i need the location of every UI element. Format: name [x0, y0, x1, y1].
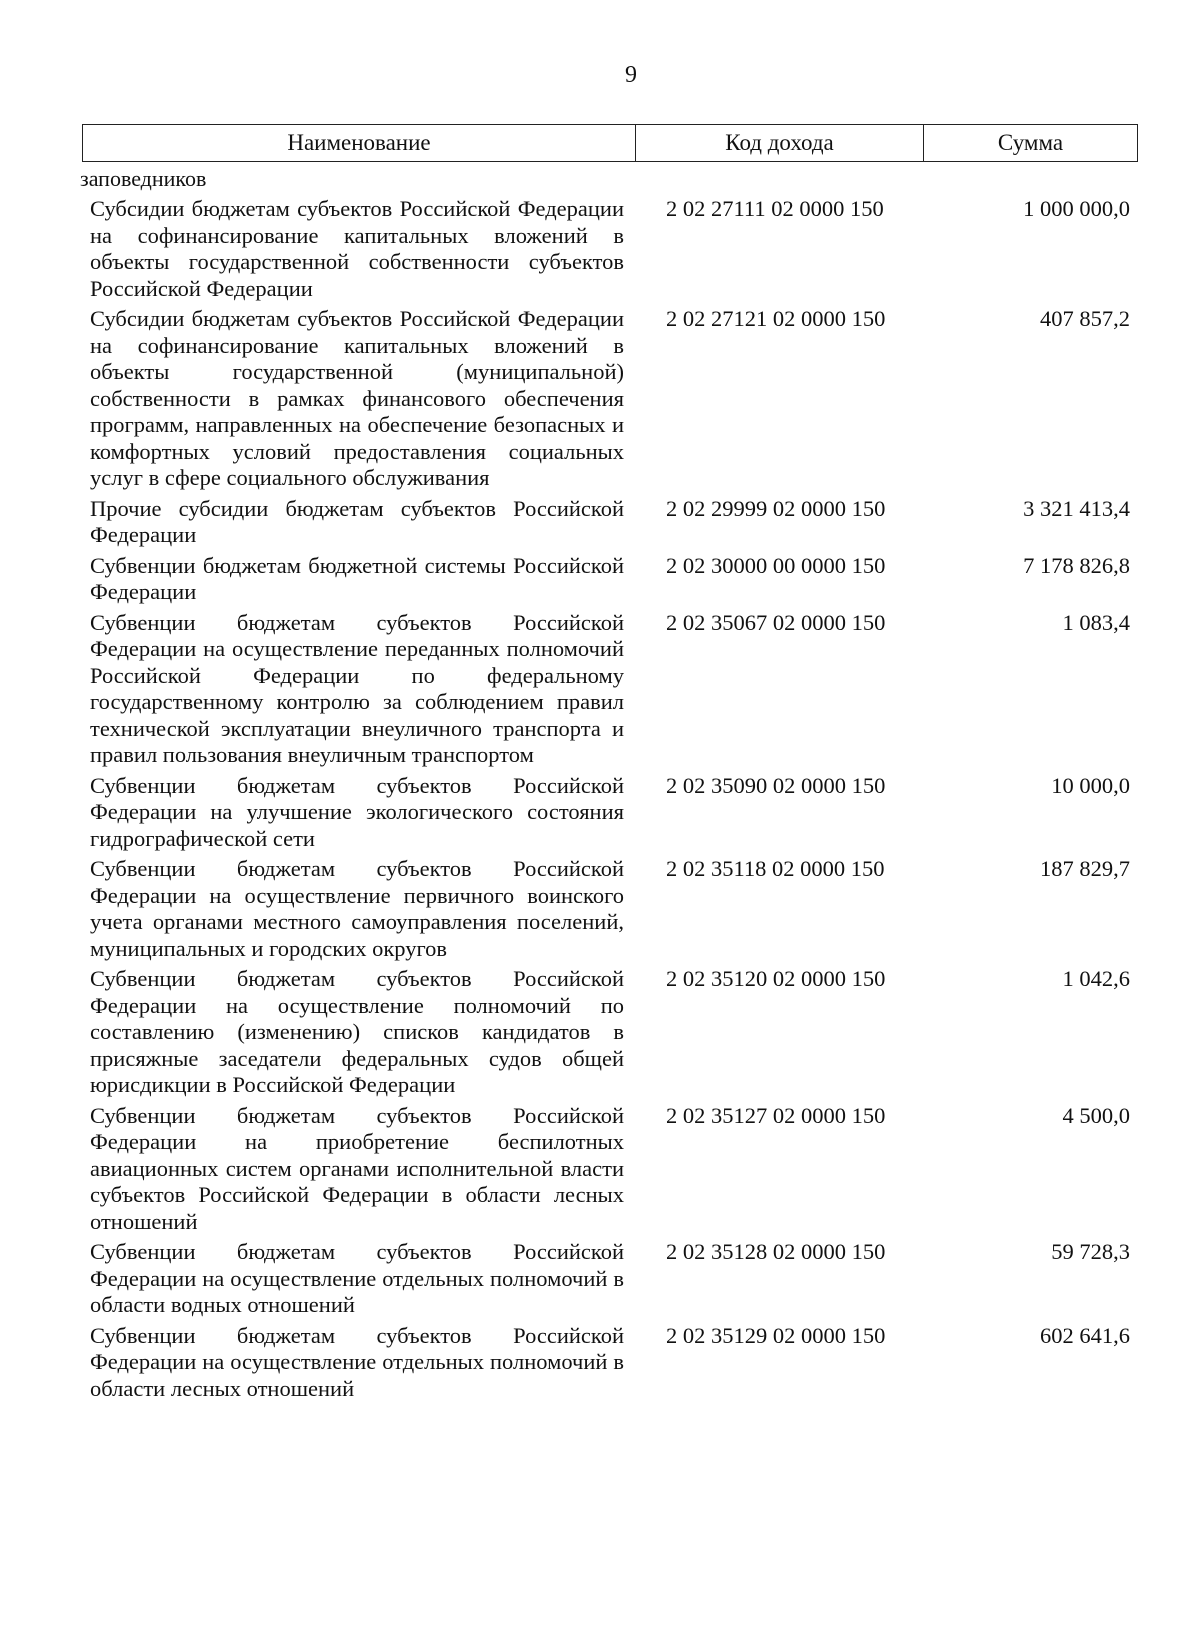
- row-code: 2 02 35128 02 0000 150: [666, 1239, 886, 1264]
- table-row: [90, 306, 1138, 492]
- table-row: [90, 856, 1138, 962]
- row-sum: 602 641,6: [1040, 1322, 1130, 1348]
- row-name: Субвенции бюджетам бюджетной системы Российской Федерации: [90, 552, 624, 604]
- table-row: [90, 1239, 1138, 1319]
- row-name: Субсидии бюджетам субъектов Российской Федерации на софинансирование капитальных вложений в объекты государственной (муниципальной) собственности в рамках финансового обеспечения программ, направленных на обеспечение безопасных и комфортных условий предоставления социальных услуг в сфере социального обслуживания: [90, 306, 624, 490]
- row-name: Субвенции бюджетам субъектов Российской Федерации на осуществление переданных полномочий Российской Федерации по федеральному государственному контролю за соблюдением правил технической эксплуатации внеуличного транспорта и правил пользования внеуличным транспортом: [90, 609, 624, 767]
- row-name: Прочие субсидии бюджетам субъектов Российской Федерации: [90, 495, 624, 547]
- row-code: 2 02 35067 02 0000 150: [666, 609, 886, 635]
- row-name: Субвенции бюджетам субъектов Российской Федерации на осуществление отдельных полномочий в области лесных отношений: [90, 1322, 624, 1401]
- table-row: [90, 966, 1138, 1099]
- table-row: [90, 196, 1138, 302]
- row-name: Субвенции бюджетам субъектов Российской Федерации на осуществление отдельных полномочий в области водных отношений: [90, 1239, 624, 1317]
- row-code: 2 02 35127 02 0000 150: [666, 1102, 886, 1128]
- row-sum: 1 083,4: [1062, 609, 1130, 635]
- row-sum: 1 042,6: [1062, 966, 1130, 991]
- row-code: 2 02 35129 02 0000 150: [666, 1322, 886, 1348]
- row-sum: 59 728,3: [1051, 1239, 1130, 1264]
- row-name: Субвенции бюджетам субъектов Российской Федерации на улучшение экологического состояния гидрографической сети: [90, 772, 624, 851]
- row-code: 2 02 35090 02 0000 150: [666, 772, 886, 798]
- row-code: 2 02 27121 02 0000 150: [666, 306, 886, 331]
- header-code: Код дохода: [636, 125, 924, 161]
- row-sum: 1 000 000,0: [1023, 196, 1130, 221]
- row-sum: 10 000,0: [1051, 772, 1130, 798]
- row-name: Субвенции бюджетам субъектов Российской Федерации на осуществление полномочий по составлению (изменению) списков кандидатов в присяжные заседатели федеральных судов общей юрисдикции в Российской Федерации: [90, 966, 624, 1097]
- header-name: Наименование: [83, 125, 636, 161]
- row-name: Субсидии бюджетам субъектов Российской Федерации на софинансирование капитальных вложений в объекты государственной собственности субъектов Российской Федерации: [90, 196, 624, 301]
- row-sum: 3 321 413,4: [1023, 495, 1130, 521]
- table-body: [90, 196, 1138, 1406]
- row-code: 2 02 29999 02 0000 150: [666, 495, 886, 521]
- carryover-text: заповедников: [80, 166, 207, 191]
- header-sum: Сумма: [997, 130, 1064, 155]
- row-sum: 4 500,0: [1062, 1102, 1130, 1128]
- table-header: [82, 124, 1138, 162]
- row-code: 2 02 27111 02 0000 150: [666, 196, 884, 221]
- row-name: Субвенции бюджетам субъектов Российской Федерации на приобретение беспилотных авиационных систем органами исполнительной власти субъектов Российской Федерации в области лесных отношений: [90, 1102, 624, 1234]
- table-row: [90, 610, 1138, 769]
- page-number: 9: [625, 62, 637, 88]
- table-row: [90, 1323, 1138, 1403]
- row-code: 2 02 35118 02 0000 150: [666, 856, 885, 881]
- row-name: Субвенции бюджетам субъектов Российской Федерации на осуществление первичного воинского учета органами местного самоуправления поселений, муниципальных и городских округов: [90, 856, 624, 961]
- row-code: 2 02 30000 00 0000 150: [666, 552, 886, 578]
- row-sum: 187 829,7: [1040, 856, 1130, 881]
- row-sum: 407 857,2: [1040, 306, 1130, 331]
- row-sum: 7 178 826,8: [1023, 552, 1130, 578]
- table-row: [90, 773, 1138, 853]
- row-code: 2 02 35120 02 0000 150: [666, 966, 886, 991]
- table-row: [90, 553, 1138, 606]
- table-row: [90, 1103, 1138, 1236]
- table-row: [90, 496, 1138, 549]
